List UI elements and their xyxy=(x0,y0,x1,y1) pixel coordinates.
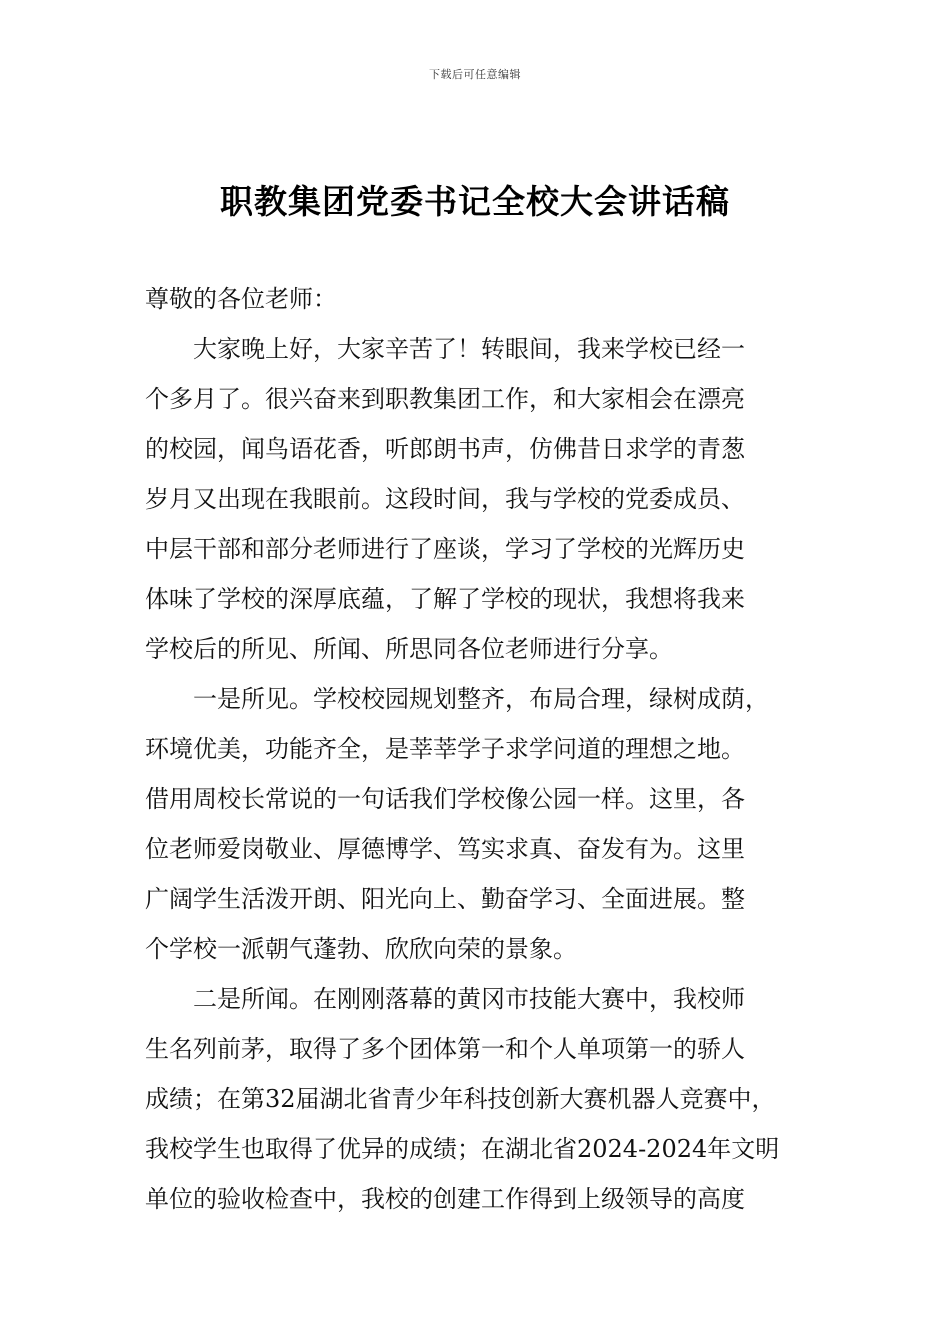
paragraph-line: 环境优美，功能齐全，是莘莘学子求学问道的理想之地。 xyxy=(145,735,745,763)
paragraph-line: 我校学生也取得了优异的成绩；在湖北省2024-2024年文明 xyxy=(145,1135,780,1163)
paragraph-line: 个多月了。很兴奋来到职教集团工作，和大家相会在漂亮 xyxy=(145,385,745,413)
paragraph-3 xyxy=(145,974,810,1224)
paragraph-line: 体味了学校的深厚底蕴，了解了学校的现状，我想将我来 xyxy=(145,585,745,613)
paragraph-line: 一是所见。学校校园规划整齐，布局合理，绿树成荫， xyxy=(193,685,769,713)
paragraph-line: 单位的验收检查中，我校的创建工作得到上级领导的高度 xyxy=(145,1185,745,1213)
paragraph-1 xyxy=(145,324,810,674)
page-header-note: 下载后可任意编辑 xyxy=(429,68,521,81)
paragraph-line: 二是所闻。在刚刚落幕的黄冈市技能大赛中，我校师 xyxy=(193,985,745,1013)
paragraph-line: 广阔学生活泼开朗、阳光向上、勤奋学习、全面进展。整 xyxy=(145,885,745,913)
paragraph-line: 位老师爱岗敬业、厚德博学、笃实求真、奋发有为。这里 xyxy=(145,835,745,863)
paragraph-line: 个学校一派朝气蓬勃、欣欣向荣的景象。 xyxy=(145,935,577,963)
document-title: 职教集团党委书记全校大会讲话稿 xyxy=(220,182,730,221)
paragraph-line: 大家晚上好，大家辛苦了！转眼间，我来学校已经一 xyxy=(193,335,745,363)
paragraph-line: 学校后的所见、所闻、所思同各位老师进行分享。 xyxy=(145,635,673,663)
document-body xyxy=(145,274,810,1224)
paragraph-line: 的校园，闻鸟语花香，听郎朗书声，仿佛昔日求学的青葱 xyxy=(145,435,745,463)
paragraph-line: 中层干部和部分老师进行了座谈，学习了学校的光辉历史 xyxy=(145,535,745,563)
salutation: 尊敬的各位老师： xyxy=(145,285,337,313)
paragraph-line: 生名列前茅，取得了多个团体第一和个人单项第一的骄人 xyxy=(145,1035,745,1063)
paragraph-line: 借用周校长常说的一句话我们学校像公园一样。这里，各 xyxy=(145,785,745,813)
paragraph-2 xyxy=(145,674,810,974)
paragraph-line: 成绩；在第32届湖北省青少年科技创新大赛机器人竞赛中， xyxy=(145,1085,776,1113)
paragraph-line: 岁月又出现在我眼前。这段时间，我与学校的党委成员、 xyxy=(145,485,745,513)
